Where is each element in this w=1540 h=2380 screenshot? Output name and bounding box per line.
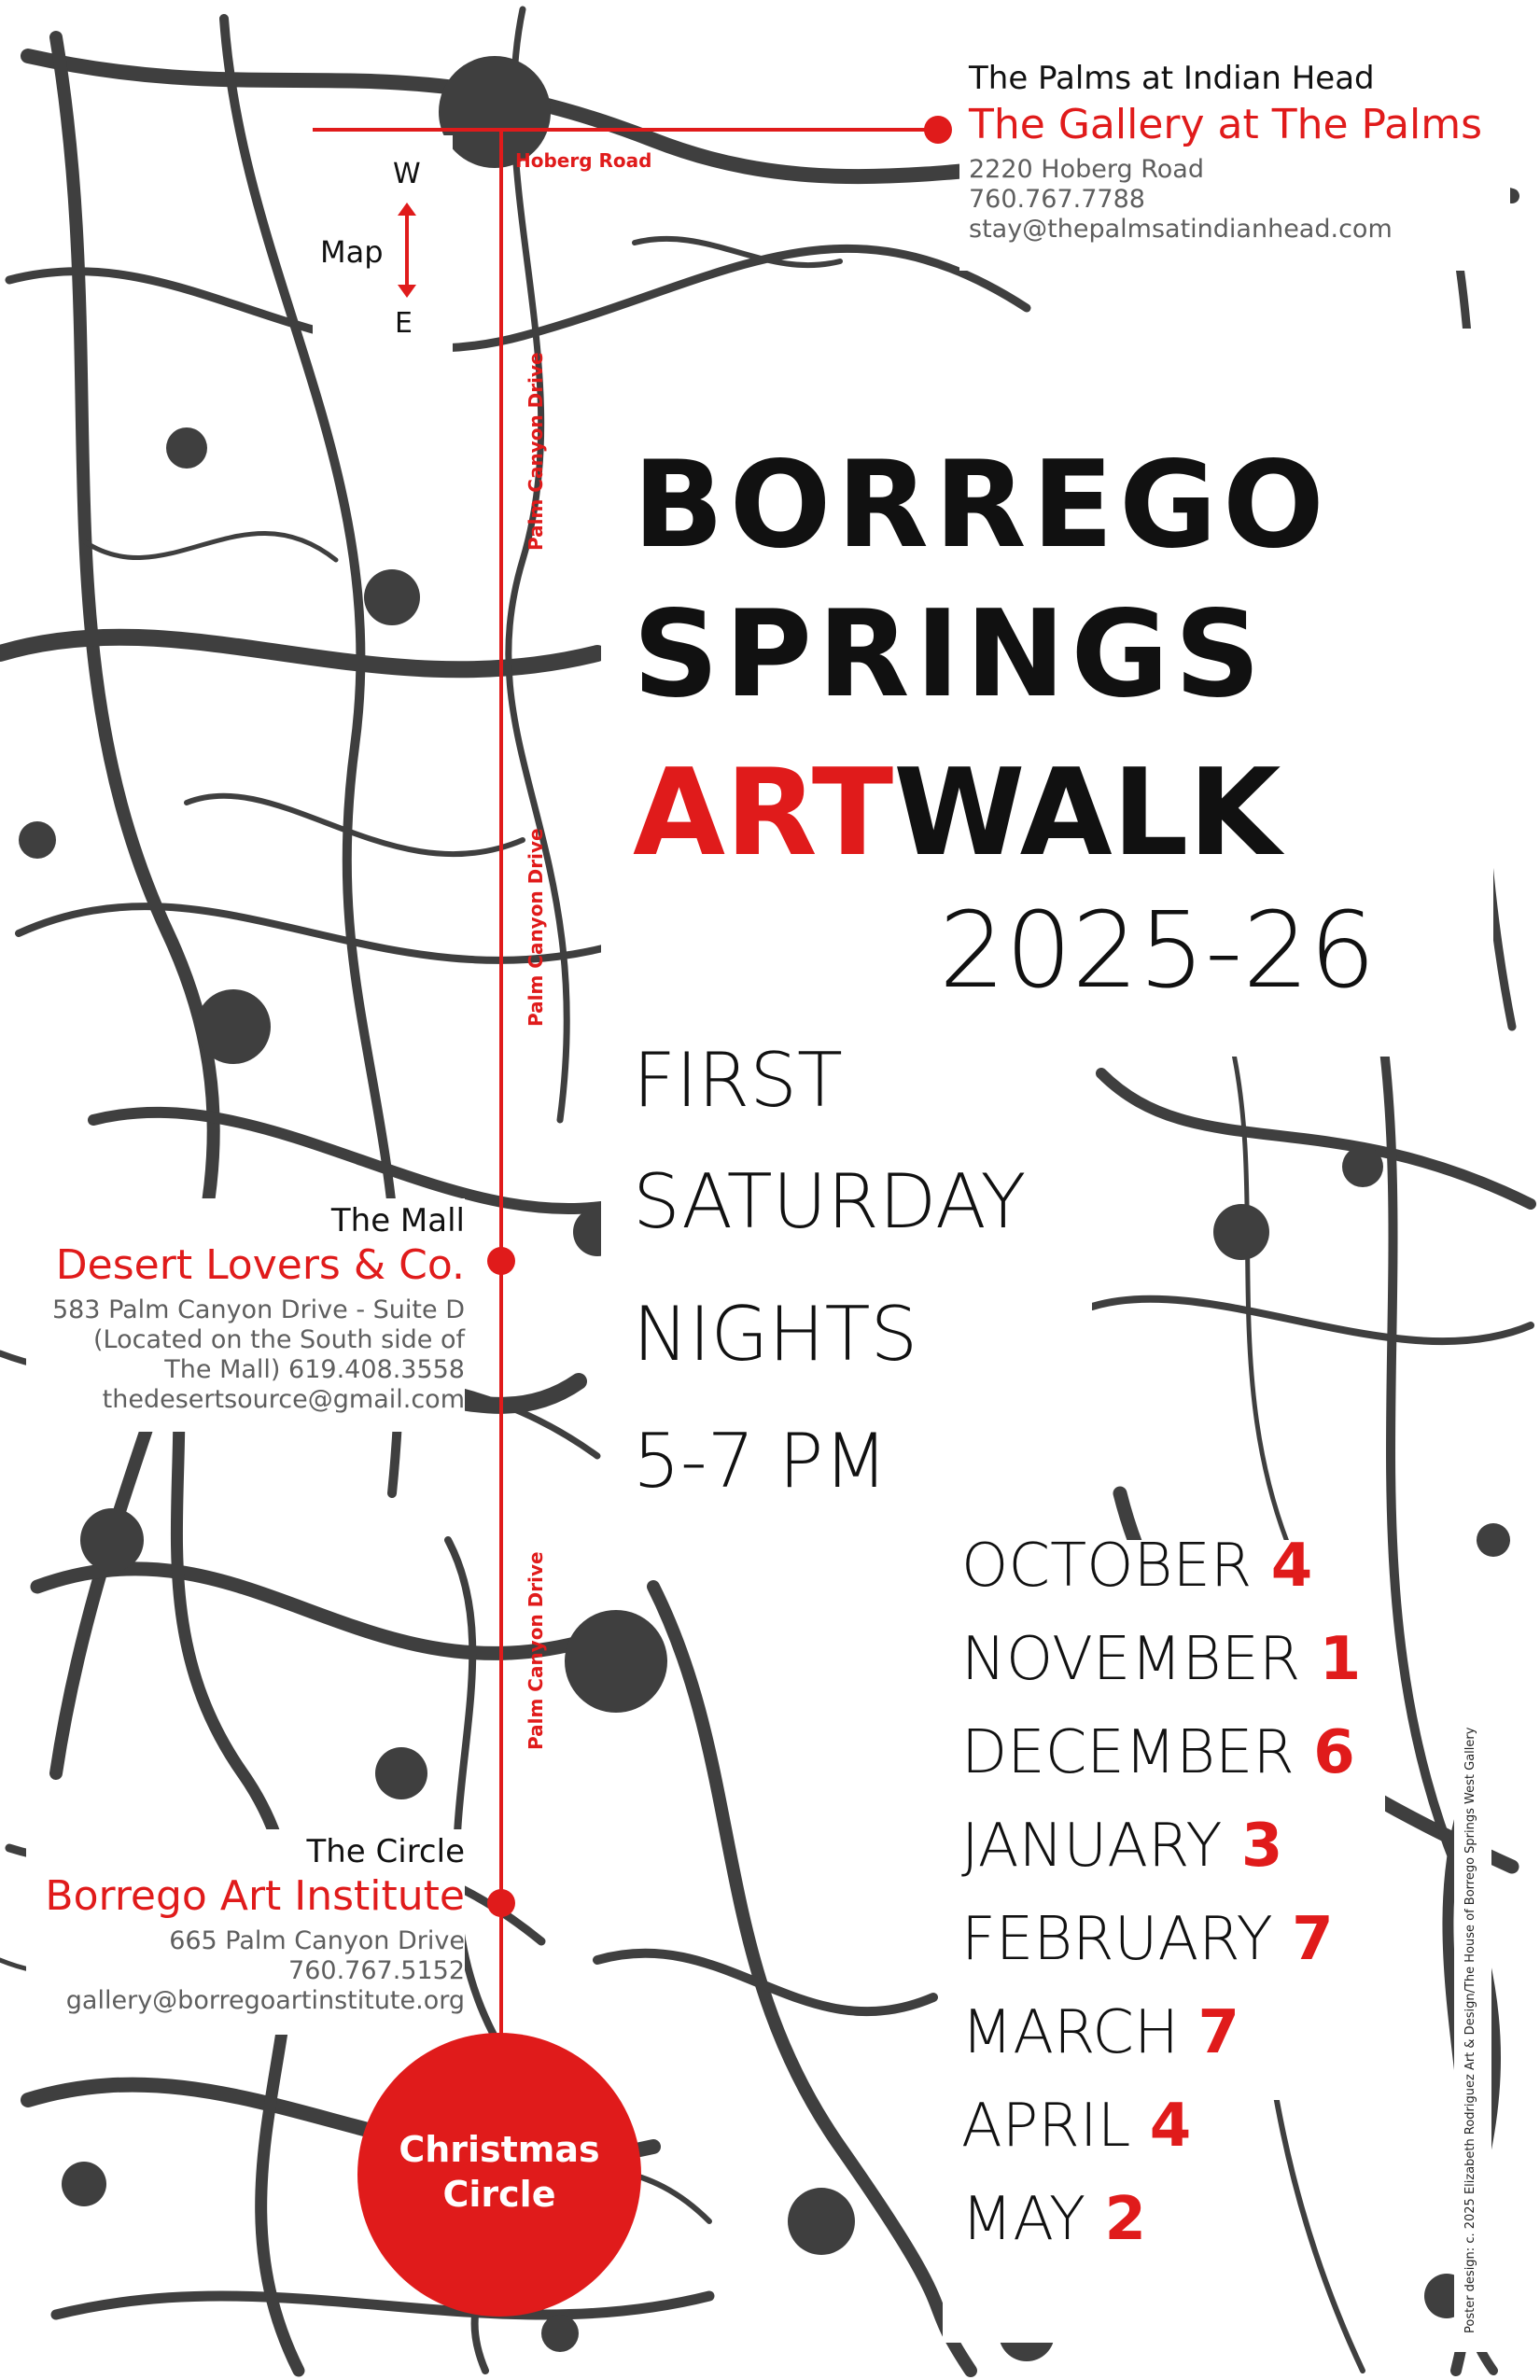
palms-phone: 760.767.7788 (969, 185, 1145, 214)
map-label: Map (320, 234, 384, 270)
arrow-head-down-icon (398, 285, 416, 298)
date-month: MARCH (961, 1998, 1180, 2067)
circle-subtitle: The Circle (306, 1833, 465, 1870)
date-month: MAY (961, 2185, 1086, 2254)
christmas-circle-line1: Christmas (399, 2129, 600, 2170)
schedule-panel (601, 1027, 1092, 1568)
schedule-nights: NIGHTS (633, 1291, 918, 1378)
palms-info-panel (959, 56, 1510, 271)
date-month: NOVEMBER (961, 1625, 1301, 1694)
date-month: APRIL (961, 2092, 1131, 2161)
date-day: 3 (1240, 1812, 1283, 1881)
title-springs: SPRINGS (633, 585, 1267, 724)
circle-email: gallery@borregoartinstitute.org (65, 1986, 465, 2015)
double-arrow-vertical-icon (405, 206, 409, 292)
date-day: 6 (1313, 1718, 1355, 1787)
palms-subtitle: The Palms at Indian Head (969, 60, 1375, 97)
date-row (961, 1986, 1361, 2079)
hoberg-road-line (313, 128, 934, 132)
title-art: ART (633, 744, 894, 883)
mall-subtitle: The Mall (330, 1202, 465, 1239)
hoberg-road-label: Hoberg Road (515, 149, 652, 172)
date-row (961, 1613, 1361, 1706)
schedule-saturday: SATURDAY (633, 1158, 1027, 1245)
circle-address: 665 Palm Canyon Drive (169, 1926, 465, 1955)
date-month: FEBRUARY (961, 1905, 1273, 1974)
arrow-head-up-icon (398, 203, 416, 216)
date-day: 4 (1149, 2092, 1192, 2161)
palm-canyon-drive-label-3: Palm Canyon Drive (525, 1551, 547, 1750)
mall-email: thedesertsource@gmail.com (102, 1385, 465, 1414)
title-artwalk (633, 744, 1281, 883)
date-month: OCTOBER (961, 1532, 1253, 1601)
mall-gallery-name: Desert Lovers & Co. (55, 1241, 465, 1289)
palms-gallery-name: The Gallery at The Palms (969, 101, 1483, 148)
date-day: 1 (1319, 1625, 1362, 1694)
christmas-circle (357, 2033, 641, 2317)
date-day: 7 (1292, 1905, 1334, 1974)
circle-gallery-name: Borrego Art Institute (45, 1872, 465, 1920)
date-row (961, 2173, 1361, 2266)
date-month: DECEMBER (961, 1718, 1295, 1787)
date-day: 7 (1197, 1998, 1239, 2067)
christmas-circle-line2: Circle (442, 2174, 556, 2215)
title-walk: WALK (893, 744, 1281, 883)
palm-canyon-drive-label-2: Palm Canyon Drive (525, 828, 547, 1027)
mall-info-panel (26, 1198, 465, 1432)
palms-address: 2220 Hoberg Road (969, 155, 1204, 184)
schedule-first: FIRST (633, 1037, 843, 1124)
map-legend (313, 135, 453, 367)
date-row (961, 1706, 1361, 1799)
title-panel (601, 329, 1493, 1057)
desert-lovers-marker (487, 1247, 515, 1275)
dates-list (961, 1519, 1361, 2266)
circle-phone: 760.767.5152 (288, 1956, 465, 1985)
poster-credit: Poster design: c. 2025 Elizabeth Rodriguez Art & Design/The House of Borrego Springs West Gallery (1463, 1727, 1477, 2333)
mall-address-line1: 583 Palm Canyon Drive - Suite D (51, 1295, 465, 1324)
date-row (961, 2079, 1361, 2173)
title-borrego: BORREGO (633, 436, 1330, 575)
palm-canyon-drive-line (499, 128, 503, 2069)
schedule-time: 5-7 PM (633, 1418, 889, 1505)
palm-canyon-drive-label-1: Palm Canyon Drive (525, 352, 547, 551)
date-row (961, 1799, 1361, 1893)
date-month: JANUARY (961, 1812, 1223, 1881)
date-day: 4 (1270, 1532, 1313, 1601)
borrego-art-institute-marker (487, 1889, 515, 1917)
date-row (961, 1519, 1361, 1613)
date-row (961, 1893, 1361, 1986)
map-south-letter: E (395, 307, 413, 340)
circle-info-panel (26, 1829, 465, 2035)
gallery-at-palms-marker (924, 116, 952, 144)
title-season: 2025-26 (939, 890, 1376, 1012)
mall-address-line2: (Located on the South side of (92, 1325, 465, 1354)
mall-address-line3: The Mall) 619.408.3558 (164, 1355, 465, 1384)
map-north-letter: W (393, 158, 421, 190)
palms-email: stay@thepalmsatindianhead.com (969, 215, 1393, 244)
date-day: 2 (1104, 2185, 1146, 2254)
